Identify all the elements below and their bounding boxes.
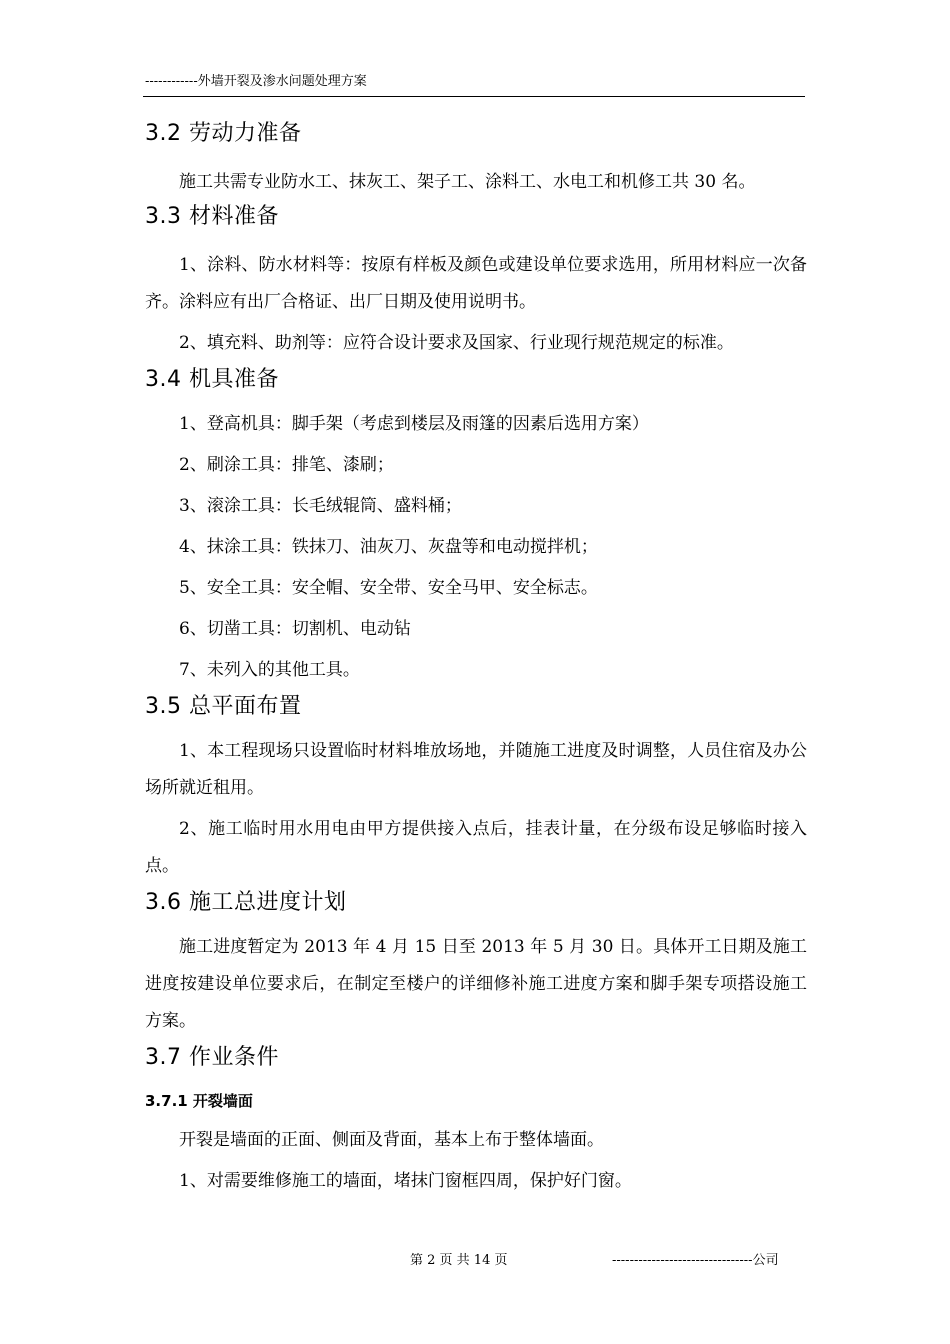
paragraph: 施工共需专业防水工、抹灰工、架子工、涂料工、水电工和机修工共 30 名。 (179, 172, 756, 192)
paragraph: 1、对需要维修施工的墙面，堵抹门窗框四周，保护好门窗。 (179, 1171, 632, 1191)
section-heading-3-5: 3.5 总平面布置 (145, 694, 302, 719)
list-item: 3、滚涂工具：长毛绒辊筒、盛料桶； (179, 496, 462, 516)
paragraph: 2、施工临时用水用电由甲方提供接入点后，挂表计量，在分级布设足够临时接入点。 (145, 819, 807, 876)
section-heading-3-2: 3.2 劳动力准备 (145, 121, 302, 146)
paragraph: 开裂是墙面的正面、侧面及背面，基本上布于整体墙面。 (179, 1130, 604, 1150)
paragraph: 1、本工程现场只设置临时材料堆放场地，并随施工进度及时调整，人员住宿及办公场所就近租用。 (145, 741, 807, 798)
section-heading-3-3: 3.3 材料准备 (145, 204, 279, 229)
footer-company: --------------------------------公司 (612, 1253, 779, 1268)
paragraph: 1、涂料、防水材料等：按原有样板及颜色或建设单位要求选用，所用材料应一次备齐。涂料应有出厂合格证、出厂日期及使用说明书。 (145, 255, 807, 312)
page-number: 第 2 页 共 14 页 (410, 1253, 508, 1268)
header-divider (143, 96, 805, 97)
list-item: 2、刷涂工具：排笔、漆刷； (179, 455, 394, 475)
paragraph: 施工进度暂定为 2013 年 4 月 15 日至 2013 年 5 月 30 日。具体开工日期及施工进度按建设单位要求后，在制定至楼户的详细修补施工进度方案和脚手架专项搭设施工方案。 (145, 937, 807, 1031)
section-heading-3-7: 3.7 作业条件 (145, 1045, 279, 1070)
list-item: 4、抹涂工具：铁抹刀、油灰刀、灰盘等和电动搅拌机； (179, 537, 598, 557)
list-item: 7、未列入的其他工具。 (179, 660, 360, 680)
list-item: 1、登高机具：脚手架（考虑到楼层及雨篷的因素后选用方案） (179, 414, 649, 434)
subsection-heading-3-7-1: 3.7.1 开裂墙面 (145, 1092, 253, 1110)
list-item: 6、切凿工具：切割机、电动钻 (179, 619, 411, 639)
section-heading-3-4: 3.4 机具准备 (145, 367, 279, 392)
section-heading-3-6: 3.6 施工总进度计划 (145, 890, 347, 915)
document-body (145, 112, 807, 1200)
paragraph: 2、填充料、助剂等：应符合设计要求及国家、行业现行规范规定的标准。 (179, 333, 734, 353)
list-item: 5、安全工具：安全帽、安全带、安全马甲、安全标志。 (179, 578, 598, 598)
page-header: ------------外墙开裂及渗水问题处理方案 (145, 74, 367, 89)
